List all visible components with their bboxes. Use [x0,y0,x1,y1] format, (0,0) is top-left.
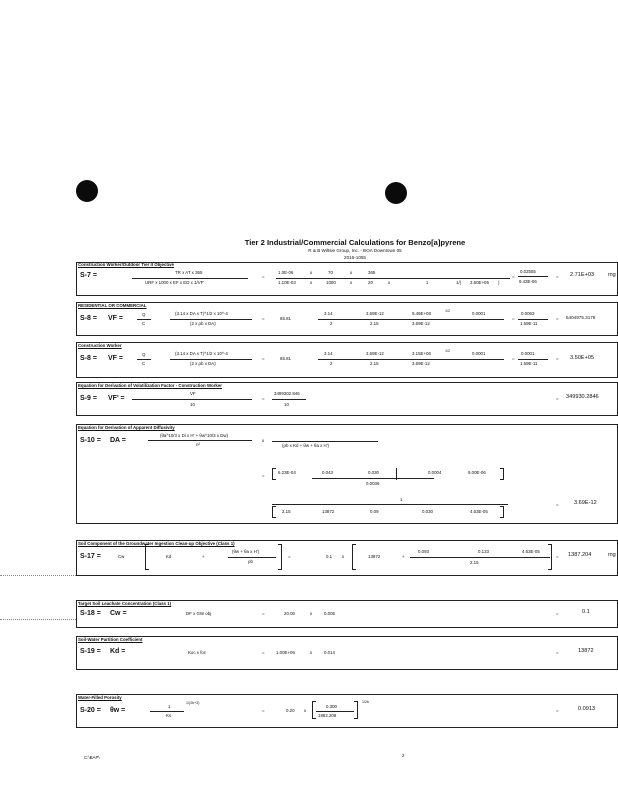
s18-scan-artifact [0,619,76,620]
page-subtitle: R & B Wiltsie Group, Inc. - BOA Downtown 05 [308,248,402,253]
s9-eq1: = [262,396,265,401]
s10-box [76,424,618,524]
s7-v2: 70 [328,270,333,275]
s10-eq2: = [556,502,559,507]
s19-expr: Koc x foc [188,650,207,655]
s18-x: x [310,611,313,616]
s10-den: n² [196,442,200,447]
s8b-b2: 2.15 [370,361,379,366]
s8b-eq3: = [556,356,559,361]
s17-kd: Kd [166,554,172,559]
s19-eq2: = [556,650,559,655]
s10-r1b: 0.043 [322,470,333,475]
page-title: Tier 2 Industrial/Commercial Calculations for Benzo[a]pyrene [244,238,466,247]
s10-r1den: 0.0036 [366,481,380,486]
s8b-eq1: = [262,356,265,361]
s10-r1d: 0.0004 [428,470,442,475]
s17-n2: 0.133 [478,549,489,554]
s10-r2b: 13872 [322,509,335,514]
s20-expr-den: Ks [166,713,172,718]
s17-x: x [342,554,345,559]
s10-r2d: 0.030 [422,509,433,514]
s7-x3: x [310,280,313,285]
s8b-eq2: = [512,356,515,361]
s8b-pow: 1/2 [445,349,450,353]
s7-v1: 1.0E-06 [278,270,294,275]
page-date: 2016-1055 [344,255,366,260]
s7-x1: x [310,270,313,275]
s7-v6: 20 [368,280,373,285]
s17-unit: mg [608,552,616,558]
s10-r2c: 0.09 [370,509,379,514]
s7-eq1: = [262,274,265,279]
s19-box [76,636,618,670]
s10-r2e: 4.63E-05 [470,509,488,514]
s7-close: ) [498,280,500,285]
s8b-m: 0.0001 [472,351,486,356]
s7-v9: 3.50E+05 [470,280,489,285]
hole-punch-right [385,182,407,204]
s8a-eq1: = [262,316,265,321]
s17-n1: 0.093 [418,549,429,554]
s9-eq2: = [556,396,559,401]
s17-eq1: = [288,554,291,559]
s8a-b1: 2 [330,321,333,326]
s8a-eq3: = [556,316,559,321]
s20-fn: 0.300 [326,704,337,709]
s20-eq1: = [262,708,265,713]
s7-denominator: URF x 1000 x EF x ED x 1/VF' [145,280,205,285]
s8a-eq2: = [512,316,515,321]
s8b-result: 3.50E+05 [570,355,595,361]
s20-v1: 0.20 [286,708,295,713]
s17-cw: Cw [118,554,125,559]
s18-expr: DF x GW obj [186,611,212,616]
s9-num: VF [190,391,196,396]
s10-outer-den: (ρb x Kd + θw + θa x H') [282,443,330,448]
s7-section-heading: Construction Worker/Outdoor Tier II Objective [78,262,174,267]
s10-section-heading: Equation for Derivation of Apparent Diffusivity [78,425,175,430]
s19-label: S-19 = [80,648,101,655]
s8a-a3: 9.46E+08 [412,311,431,316]
s8b-expr-den: (2 x ρb x DA) [190,361,216,366]
s8b-frac-den: 1.59E-11 [520,361,538,366]
s17-den: ρb [248,559,253,564]
s7-v3: 365 [368,270,376,275]
s10-r1a: 6.23E-04 [278,470,296,475]
s17-v2: 13872 [368,554,381,559]
s17-label: S-17 = [80,553,101,560]
s19-result: 13872 [578,648,594,654]
s17-plus: + [202,554,205,559]
s20-result: 0.0913 [578,706,596,712]
s19-eq1: = [262,650,265,655]
s10-da-label: DA = [110,437,126,444]
s8b-a2: 3.69E-12 [366,351,384,356]
s20-section-heading: Water-Filled Porosity [78,695,122,700]
s10-r2a: 2.15 [282,509,291,514]
s20-pow: 1/(2b+3) [186,701,200,705]
s10-r1c: 0.030 [368,470,379,475]
footer-path: C:\BAP\ [84,755,100,760]
s18-cw-label: Cw = [110,610,127,617]
s9-section-heading: Equation for Derivation of Volatilization Factor - Construction Worker [78,383,223,388]
s18-v1: 20.00 [284,611,295,616]
s8b-label: S-8 = [80,355,97,362]
s7-label: S-7 = [80,272,97,279]
s8b-q: Q [142,352,146,357]
s17-eq2: = [556,554,559,559]
s20-expr-num: 1 [168,704,171,709]
s9-den: 10 [190,402,195,407]
s19-v1: 1.00E+06 [276,650,295,655]
s8a-qc: 85.81 [280,316,291,321]
s19-v2: 0.014 [324,650,335,655]
s8b-b3: 3.69E-12 [412,361,430,366]
s10-label: S-10 = [80,437,101,444]
s8a-section-heading: RESIDENTIAL OR COMMERCIAL [78,303,147,308]
s8a-result: 5404975.3178 [566,315,596,320]
s10-x: x [262,438,265,443]
s19-kd-label: Kd = [110,648,126,655]
s10-eq1: = [262,473,265,478]
s9-den2: 10 [284,402,289,407]
s9-label: S-9 = [80,395,97,402]
s7-v7: 1 [426,280,429,285]
s20-label: S-20 = [80,707,101,714]
s7-x5: x [388,280,391,285]
s10-r1e: 9.00E-06 [468,470,486,475]
s19-section-heading: Soil-Water Partition Coefficient [78,637,143,642]
s20-x: x [304,708,307,713]
s17-n3: 4.63E-05 [522,549,540,554]
s8a-m: 0.0001 [472,311,486,316]
s8b-b1: 2 [330,361,333,366]
s8b-frac-num: 0.0001 [521,351,535,356]
s8a-frac-den: 1.59E-11 [520,321,538,326]
s9-result: 349930.2846 [566,394,599,400]
s8b-vf-label: VF = [108,355,123,362]
s10-one: 1 [400,497,403,502]
s8b-section-heading: Construction Worker [78,343,122,348]
s18-eq1: = [262,611,265,616]
s7-frac-num: 0.02555 [520,269,536,274]
s8a-a1: 3.14 [324,311,333,316]
s8a-q: Q [142,312,146,317]
s17-v1: 0.1 [326,554,333,559]
s8b-a3: 3.15E+06 [412,351,431,356]
s20-fd: 1882.208 [318,713,337,718]
s18-result: 0.1 [582,609,590,615]
s7-v8: 1/( [456,280,462,285]
s18-eq2: = [556,611,559,616]
s8b-a1: 3.14 [324,351,333,356]
s8b-c: C [142,361,146,366]
s20-eq2: = [556,708,559,713]
s7-eq2: = [512,274,515,279]
s7-x4: x [350,280,353,285]
s18-label: S-18 = [80,610,101,617]
s7-unit: mg [608,272,616,278]
s8a-pow: 1/2 [445,309,450,313]
s8b-expr-num: (3.14 x DA x T)^1/2 x 10^-4 [175,351,228,356]
s10-num: (θa^10/3 x Di x H' + θw^10/3 x Dw) [160,433,229,438]
s8a-vf-label: VF = [108,315,123,322]
s8b-box [76,342,618,378]
s20-pow2: 1/2b [362,700,369,704]
s10-result: 3.69E-12 [574,500,597,506]
s17-d1: 2.15 [470,560,479,565]
s17-result: 1387.204 [568,552,592,558]
s8a-b2: 2.15 [370,321,379,326]
s8b-qc: 85.81 [280,356,291,361]
page-number: 2 [402,753,405,758]
s18-v2: 0.005 [324,611,335,616]
s8a-b3: 3.69E-12 [412,321,430,326]
s7-result: 2.71E+03 [570,272,595,278]
s18-section-heading: Target Soil Leachate Concentration (Class 1) [78,601,172,606]
s8a-label: S-8 = [80,315,97,322]
s17-scan-artifact [0,575,76,576]
s8a-frac-num: 0.0063 [521,311,535,316]
s8a-expr-den: (2 x ρb x DA) [190,321,216,326]
s7-v5: 1000 [326,280,336,285]
s9-num2: 3499302.846 [274,391,300,396]
s17-num: (θw + θa x H') [232,549,260,554]
s9-vf-label: VF' = [108,395,125,402]
s8a-c: C [142,321,146,326]
s8a-expr-num: (3.14 x DA x T)^1/2 x 10^-4 [175,311,228,316]
s7-x2: x [350,270,353,275]
s19-x: x [310,650,313,655]
s7-eq3: = [556,274,559,279]
s7-frac-den: 9.43E-06 [519,279,537,284]
s7-v4: 1.10E-03 [278,280,296,285]
s7-numerator: TR x AT x 365 [175,270,203,275]
s8a-a2: 3.69E-12 [366,311,384,316]
s20-tw-label: θw = [110,707,126,714]
s17-plus2: + [402,554,405,559]
hole-punch-left [76,180,98,202]
s17-section-heading: Soil Component of the Groundwater Ingestion Clean-up Objective (Class 1) [78,541,235,546]
